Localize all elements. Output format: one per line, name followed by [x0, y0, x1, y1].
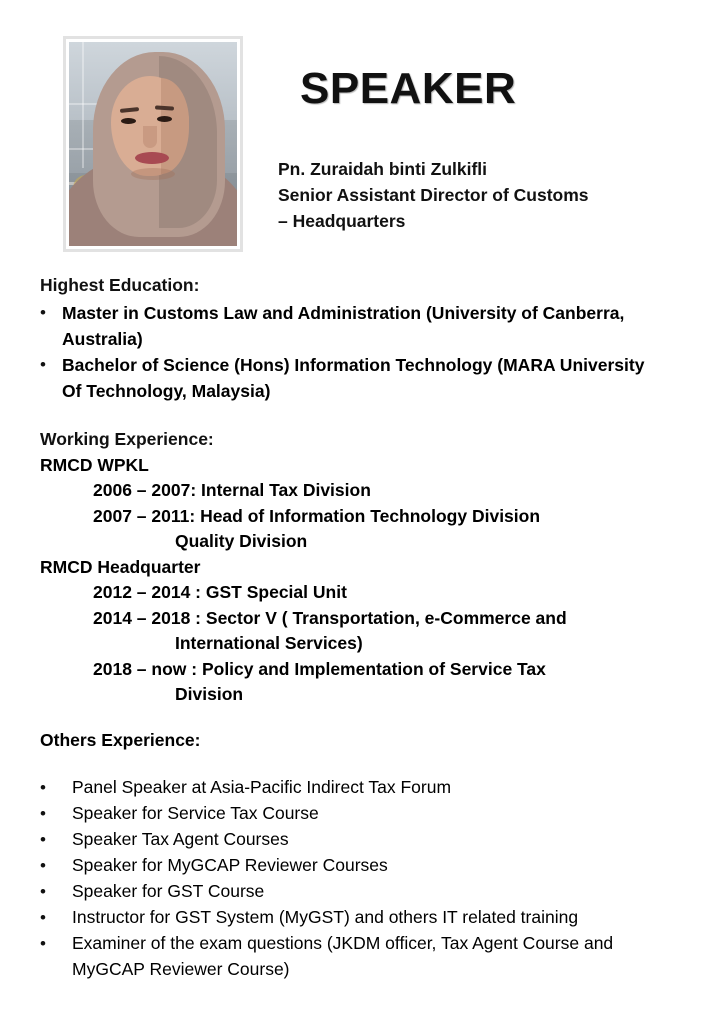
experience-role-continuation: International Services) [175, 633, 363, 653]
others-experience-item [40, 827, 690, 853]
photo-window-line [82, 42, 84, 168]
experience-entry [40, 606, 680, 632]
education-item [40, 352, 660, 404]
experience-role-continuation: Division [175, 684, 244, 704]
speaker-position-line-2: – Headquarters [278, 211, 406, 231]
education-heading: Highest Education: [40, 275, 200, 295]
bullet-icon: • [40, 856, 46, 875]
experience-role: Internal Tax Division [201, 480, 371, 500]
others-experience-item-text: Examiner of the exam questions (JKDM officer, Tax Agent Course and MyGCAP Reviewer Course) [72, 933, 614, 979]
speaker-photo-frame [63, 36, 243, 252]
photo-eye-left [121, 118, 136, 124]
organisation-name: RMCD Headquarter [40, 556, 201, 577]
others-experience-section [40, 775, 690, 982]
photo-eye-right [157, 116, 172, 122]
others-experience-item [40, 879, 690, 905]
bullet-icon: • [40, 804, 46, 823]
experience-period: 2018 – now : [93, 658, 198, 679]
others-experience-item-text: Speaker for GST Course [72, 881, 265, 901]
photo-lips [135, 152, 169, 164]
organisation-name: RMCD WPKL [40, 454, 149, 475]
experience-role: GST Special Unit [205, 582, 347, 602]
experience-role: Head of Information Technology Division [200, 505, 541, 526]
speaker-photo [69, 42, 237, 246]
bullet-icon: • [40, 778, 46, 797]
speaker-details [278, 156, 678, 234]
others-experience-heading: Others Experience: [40, 730, 201, 750]
others-experience-item-text: Speaker for Service Tax Course [72, 803, 319, 823]
others-experience-item [40, 853, 690, 879]
photo-chin-shadow [131, 168, 175, 180]
others-experience-item [40, 931, 690, 982]
experience-role: Policy and Implementation of Service Tax [201, 658, 546, 679]
photo-nose [143, 126, 157, 148]
others-experience-item-text: Panel Speaker at Asia-Pacific Indirect Tax Forum [72, 777, 452, 797]
bullet-icon: • [40, 908, 46, 927]
education-item [40, 300, 660, 352]
others-experience-item [40, 905, 690, 931]
bullet-icon: • [40, 355, 46, 374]
bullet-icon: • [40, 830, 46, 849]
others-experience-item-text: Speaker for MyGCAP Reviewer Courses [72, 855, 388, 875]
experience-period: 2012 – 2014 : [93, 582, 202, 602]
experience-role: Sector V ( Transportation, e-Commerce and [205, 607, 567, 628]
education-item-text: Master in Customs Law and Administration (University of Canberra, Australia) [62, 303, 625, 349]
experience-entry [40, 478, 680, 504]
experience-entry [40, 504, 680, 530]
bullet-icon: • [40, 934, 46, 953]
page-title: SPEAKER [300, 64, 517, 113]
education-item-text: Bachelor of Science (Hons) Information Technology (MARA University Of Technology, Malaysia) [62, 355, 645, 401]
bullet-icon: • [40, 882, 46, 901]
bullet-icon: • [40, 303, 46, 322]
others-experience-item [40, 801, 690, 827]
experience-entry [40, 657, 680, 683]
others-experience-item [40, 775, 690, 801]
experience-period: 2006 – 2007: [93, 480, 197, 500]
experience-period: 2014 – 2018 : [93, 607, 202, 628]
others-experience-item-text: Instructor for GST System (MyGST) and others IT related training [72, 907, 579, 927]
education-section [40, 275, 660, 404]
experience-entry [40, 580, 680, 606]
experience-period: 2007 – 2011: [93, 505, 196, 526]
speaker-name: Pn. Zuraidah binti Zulkifli [278, 159, 488, 179]
experience-role-continuation: Quality Division [175, 531, 308, 551]
header-section [0, 28, 709, 258]
working-experience-section [40, 427, 680, 708]
speaker-position-line-1: Senior Assistant Director of Customs [278, 185, 589, 205]
working-experience-heading: Working Experience: [40, 429, 214, 449]
others-experience-item-text: Speaker Tax Agent Courses [72, 829, 289, 849]
